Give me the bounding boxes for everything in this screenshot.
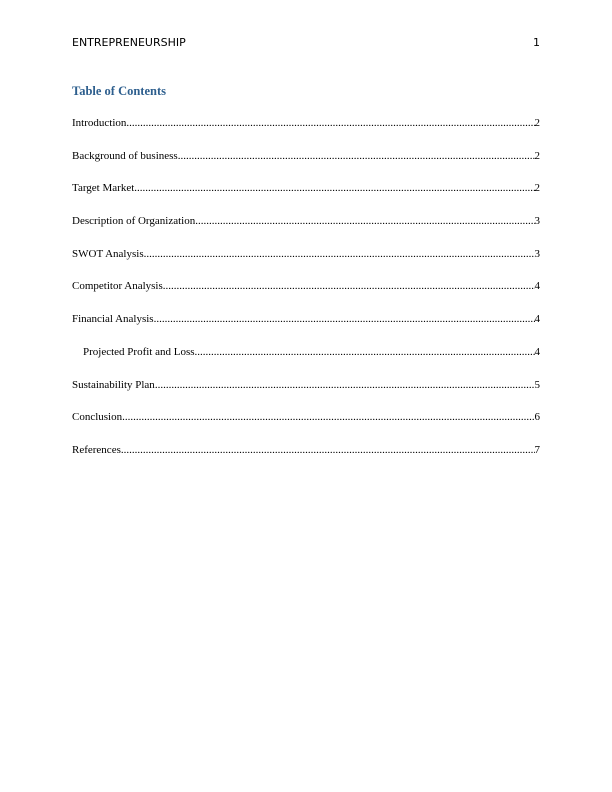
toc-entry-page: 6 <box>534 411 540 424</box>
toc-entry-page: 3 <box>534 247 540 260</box>
toc-entry-page: 3 <box>534 215 540 228</box>
toc-dot-leader <box>122 410 534 424</box>
toc-entry-page: 4 <box>534 345 540 358</box>
toc-dot-leader <box>178 149 535 163</box>
toc-dot-leader <box>163 279 535 293</box>
toc-entry-label: Conclusion <box>72 411 123 424</box>
toc-entry-page: 2 <box>534 117 540 129</box>
toc-dot-leader <box>144 247 535 261</box>
page-number: 1 <box>533 36 540 49</box>
toc-entry-target-market[interactable] <box>72 181 540 195</box>
running-head: ENTREPRENEURSHIP <box>72 36 186 49</box>
toc-entry-sustainability-plan[interactable] <box>72 378 540 392</box>
toc-entry-label: Target Market <box>72 182 135 195</box>
toc-entry-page: 2 <box>534 182 540 195</box>
toc-entry-page: 2 <box>534 149 540 162</box>
toc-entry-label: Sustainability Plan <box>72 378 155 391</box>
toc-dot-leader <box>155 378 535 392</box>
toc-dot-leader <box>134 181 534 195</box>
toc-dot-leader <box>195 214 534 228</box>
toc-entry-label: Financial Analysis <box>72 313 154 326</box>
toc-entry-description-of-organization[interactable] <box>72 214 540 228</box>
toc-heading: Table of Contents <box>72 84 166 98</box>
toc-entry-swot-analysis[interactable] <box>72 247 540 261</box>
toc-entry-label: References <box>72 443 121 456</box>
toc-entry-page: 4 <box>534 313 540 326</box>
toc-entry-page: 7 <box>534 443 540 456</box>
toc-dot-leader <box>195 345 535 359</box>
toc-entry-references[interactable] <box>72 443 540 457</box>
toc-entry-label: Background of business <box>72 149 178 162</box>
toc-entry-label: SWOT Analysis <box>72 247 144 260</box>
page-header <box>72 36 540 50</box>
toc-entry-label: Description of Organization <box>72 215 196 228</box>
toc-entry-competitor-analysis[interactable] <box>72 279 540 293</box>
toc-entry-page: 5 <box>534 378 540 391</box>
toc-entry-page: 4 <box>534 280 540 293</box>
toc-entry-projected-profit-and-loss[interactable] <box>72 345 540 359</box>
toc-entry-financial-analysis[interactable] <box>72 312 540 326</box>
toc-dot-leader <box>126 116 534 130</box>
toc-entry-label: Competitor Analysis <box>72 280 163 293</box>
toc-entry-conclusion[interactable] <box>72 410 540 424</box>
toc-entry-background-of-business[interactable] <box>72 149 540 163</box>
toc-entry-label: Introduction <box>72 117 127 129</box>
toc-entry-introduction[interactable] <box>72 116 540 130</box>
toc-dot-leader <box>154 312 535 326</box>
toc-entry-label: Projected Profit and Loss <box>83 345 195 358</box>
table-of-contents <box>72 116 540 476</box>
toc-dot-leader <box>121 443 535 457</box>
